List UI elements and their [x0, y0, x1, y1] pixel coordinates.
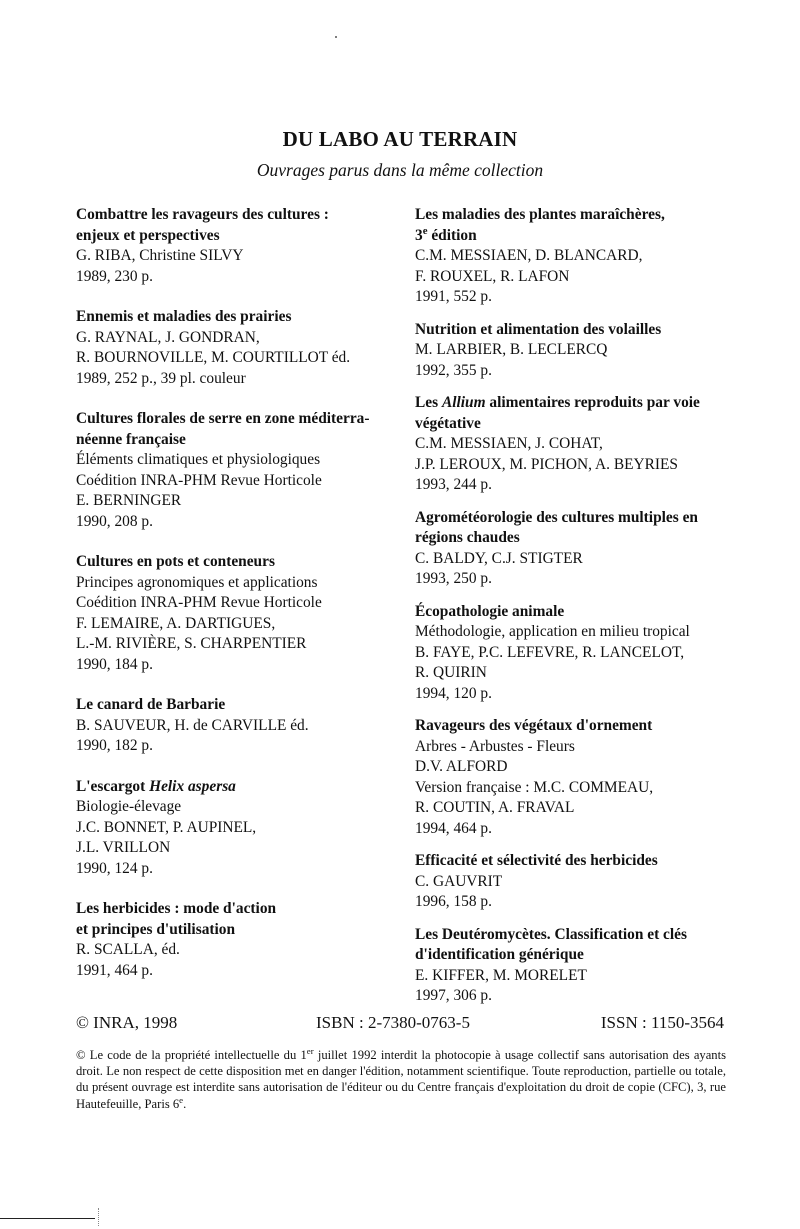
- book-authors: B. FAYE, P.C. LEFEVRE, R. LANCELOT,: [415, 643, 685, 661]
- book-title: Cultures florales de serre en zone méditerra- néenne française: [76, 410, 370, 448]
- book-title: Le canard de Barbarie: [76, 696, 226, 713]
- book-authors: L.-M. RIVIÈRE, S. CHARPENTIER: [76, 635, 307, 652]
- book-coedition: Coédition INRA-PHM Revue Horticole: [76, 594, 322, 611]
- publication-info: [76, 1013, 724, 1035]
- book-entry: [415, 205, 727, 308]
- book-entry: [415, 925, 727, 1007]
- legal-notice: © Le code de la propriété intellectuelle du 1er juillet 1992 interdit la photocopie à usage collectif sans autorisation des ayants droit. Le non respect de cette disposition met en danger l'édition, notamment scientifique. Toute reproduction, partielle ou totale, du présent ouvrage est interdite sans autorisation de l'éditeur ou du Centre français d'exploitation du droit de copie (CFC), 3, rue Hautefeuille, Paris 6e.: [76, 1045, 726, 1111]
- isbn: ISBN : 2-7380-0763-5: [316, 1013, 470, 1032]
- book-authors: E. BERNINGER: [76, 492, 182, 509]
- book-authors: R. BOURNOVILLE, M. COURTILLOT éd.: [76, 349, 351, 366]
- book-entry: [76, 777, 394, 880]
- book-year-pages: 1991, 464 p.: [76, 961, 153, 979]
- book-title: L'escargot Helix aspersa: [76, 777, 236, 795]
- book-entry: [415, 716, 727, 839]
- book-title: Nutrition et alimentation des volailles: [415, 320, 662, 338]
- book-title: Les maladies des plantes maraîchères, 3e édition: [415, 206, 665, 244]
- book-authors: J.C. BONNET, P. AUPINEL,: [76, 818, 257, 836]
- bottom-dots: [98, 1208, 101, 1226]
- scan-speck: [335, 36, 337, 38]
- book-entry: [76, 899, 394, 981]
- book-authors: R. QUIRIN: [415, 664, 487, 681]
- book-year-pages: 1989, 230 p.: [76, 267, 153, 285]
- book-authors: D.V. ALFORD: [415, 758, 508, 775]
- issn: ISSN : 1150-3564: [600, 1013, 724, 1032]
- book-authors: J.L. VRILLON: [76, 839, 171, 856]
- book-entry: [415, 602, 727, 705]
- book-authors: R. SCALLA, éd.: [76, 941, 180, 958]
- book-authors: C.M. MESSIAEN, D. BLANCARD,: [415, 247, 643, 264]
- book-entry: [76, 409, 394, 532]
- book-title: Cultures en pots et conteneurs: [76, 553, 275, 570]
- book-title: Combattre les ravageurs des cultures : enjeux et perspectives: [76, 206, 329, 244]
- book-authors: C. BALDY, C.J. STIGTER: [415, 549, 583, 567]
- book-entry: [415, 393, 727, 496]
- book-year-pages: 1994, 464 p.: [415, 819, 492, 837]
- book-year-pages: 1990, 124 p.: [76, 859, 153, 877]
- book-year-pages: 1990, 182 p.: [76, 737, 153, 754]
- book-title: Efficacité et sélectivité des herbicides: [415, 852, 658, 869]
- book-year-pages: 1997, 306 p.: [415, 987, 492, 1004]
- book-title: Les Allium alimentaires reproduits par voie végétative: [415, 394, 700, 432]
- book-title: Écopathologie animale: [415, 602, 565, 620]
- book-title: Les herbicides : mode d'action et principes d'utilisation: [76, 900, 277, 938]
- book-authors: C. GAUVRIT: [415, 872, 503, 890]
- book-subtitle: Principes agronomiques et applications: [76, 573, 318, 591]
- book-year-pages: 1990, 184 p.: [76, 655, 153, 673]
- book-entry: [76, 307, 394, 389]
- book-year-pages: 1989, 252 p., 39 pl. couleur: [76, 369, 246, 387]
- book-subtitle: Éléments climatiques et physiologiques: [76, 451, 321, 468]
- collection-title: DU LABO AU TERRAIN: [282, 127, 518, 151]
- book-year-pages: 1993, 244 p.: [415, 476, 492, 493]
- book-authors: R. COUTIN, A. FRAVAL: [415, 799, 575, 816]
- book-entry: [415, 851, 727, 913]
- book-authors: G. RAYNAL, J. GONDRAN,: [76, 328, 260, 346]
- book-subtitle: Arbres - Arbustes - Fleurs: [415, 737, 575, 755]
- book-translation: Version française : M.C. COMMEAU,: [415, 778, 654, 796]
- book-authors: F. LEMAIRE, A. DARTIGUES,: [76, 614, 276, 632]
- book-year-pages: 1994, 120 p.: [415, 684, 492, 702]
- bottom-rule: [0, 1218, 95, 1219]
- book-title: Ennemis et maladies des prairies: [76, 308, 292, 325]
- book-year-pages: 1996, 158 p.: [415, 893, 492, 910]
- book-year-pages: 1992, 355 p.: [415, 361, 492, 379]
- book-entry: [415, 320, 727, 382]
- book-year-pages: 1993, 250 p.: [415, 570, 492, 587]
- book-title: Ravageurs des végétaux d'ornement: [415, 717, 653, 734]
- left-column: [76, 205, 394, 1001]
- book-entry: [76, 695, 394, 757]
- book-entry: [76, 205, 394, 287]
- book-year-pages: 1990, 208 p.: [76, 512, 153, 530]
- collection-subtitle: Ouvrages parus dans la même collection: [256, 160, 544, 180]
- book-entry: [415, 508, 727, 590]
- book-title: Les Deutéromycètes. Classification et clés d'identification générique: [415, 925, 687, 963]
- book-authors: F. ROUXEL, R. LAFON: [415, 267, 570, 285]
- book-authors: J.P. LEROUX, M. PICHON, A. BEYRIES: [415, 455, 678, 473]
- book-authors: C.M. MESSIAEN, J. COHAT,: [415, 435, 603, 452]
- book-authors: E. KIFFER, M. MORELET: [415, 966, 587, 984]
- book-subtitle: Biologie-élevage: [76, 798, 182, 815]
- book-authors: G. RIBA, Christine SILVY: [76, 247, 244, 264]
- book-title: Agrométéorologie des cultures multiples en régions chaudes: [415, 508, 698, 546]
- book-authors: B. SAUVEUR, H. de CARVILLE éd.: [76, 716, 309, 734]
- right-column: [415, 205, 727, 1019]
- book-authors: M. LARBIER, B. LECLERCQ: [415, 341, 608, 358]
- book-subtitle: Méthodologie, application en milieu tropical: [415, 623, 690, 640]
- copyright: © INRA, 1998: [76, 1013, 178, 1032]
- book-coedition: Coédition INRA-PHM Revue Horticole: [76, 471, 322, 489]
- book-year-pages: 1991, 552 p.: [415, 288, 492, 305]
- book-entry: [76, 552, 394, 675]
